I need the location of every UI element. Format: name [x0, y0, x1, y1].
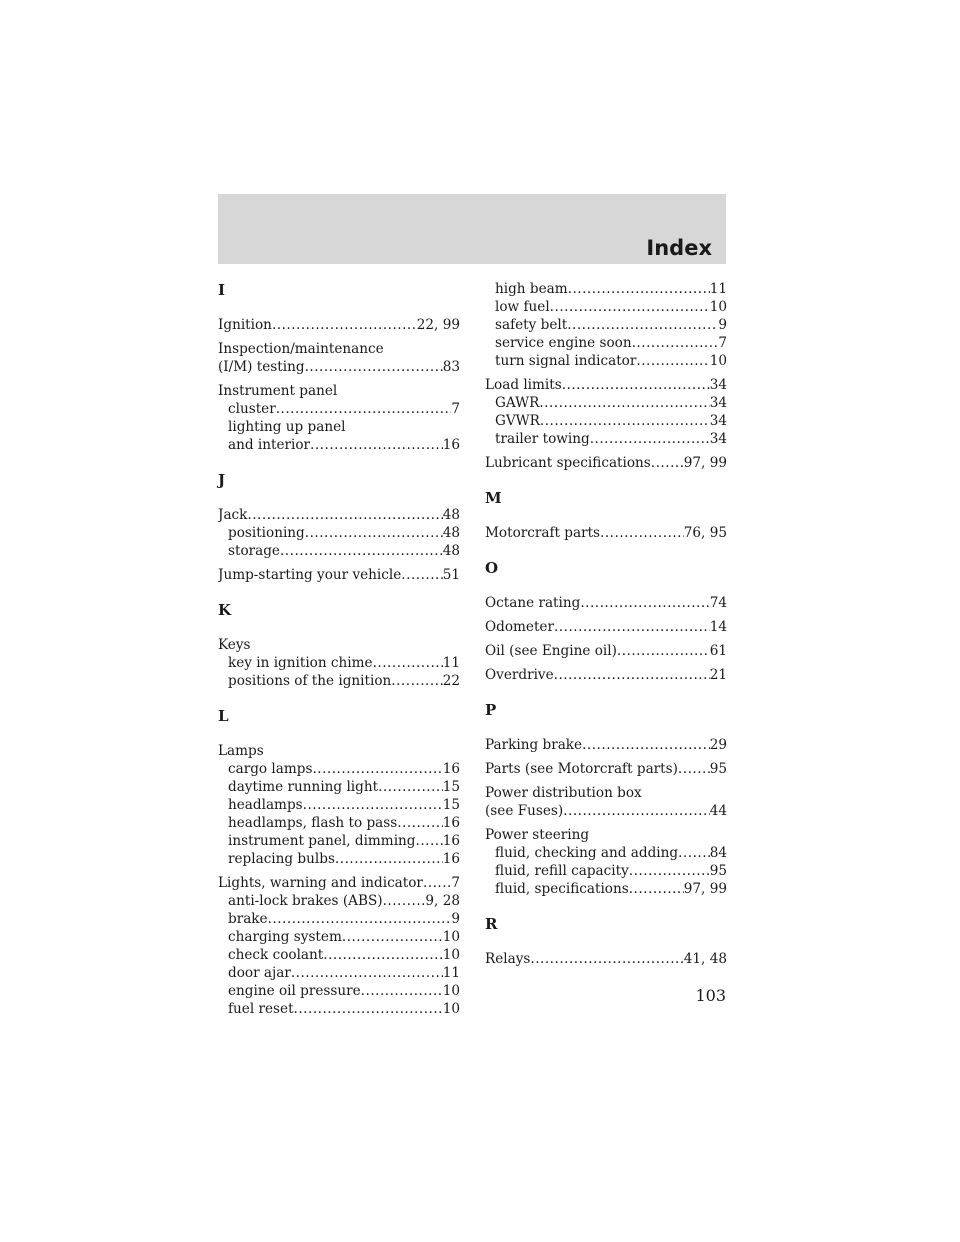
index-subentry [218, 946, 460, 964]
dot-leader [562, 376, 710, 394]
section-title: Index [646, 236, 712, 260]
index-letter-heading: O [485, 559, 499, 577]
dot-leader [335, 850, 443, 868]
index-term-text: storage [228, 543, 280, 559]
index-subentry [218, 524, 460, 542]
index-term [485, 826, 727, 844]
page-reference: 10 [709, 299, 727, 315]
page-reference: 10 [442, 929, 460, 945]
dot-leader [629, 880, 684, 898]
dot-leader [383, 892, 426, 910]
index-subentry [485, 352, 727, 370]
page-reference: 11 [442, 655, 460, 671]
index-term [485, 524, 727, 542]
dot-leader [651, 454, 684, 472]
index-entry [485, 950, 727, 968]
dot-leader [361, 982, 443, 1000]
index-subentry [485, 862, 727, 880]
page-reference: 34 [709, 395, 727, 411]
index-term-text: (see Fuses) [485, 803, 564, 819]
dot-leader [416, 832, 443, 850]
page-reference: 44 [709, 803, 727, 819]
dot-leader [539, 394, 709, 412]
page-reference: 10 [709, 353, 727, 369]
index-subentry [218, 418, 460, 436]
index-term-text: engine oil pressure [228, 983, 361, 999]
dot-leader [305, 524, 443, 542]
index-term-text: charging system [228, 929, 342, 945]
dot-leader [636, 352, 709, 370]
dot-leader [310, 436, 443, 454]
index-term-text: low fuel [495, 299, 550, 315]
index-entry [485, 736, 727, 754]
index-subentry [485, 298, 727, 316]
index-term [485, 760, 727, 778]
index-term [485, 666, 727, 684]
index-entry [485, 524, 727, 542]
dot-leader [303, 796, 443, 814]
index-term-text: turn signal indicator [495, 353, 637, 369]
index-term [218, 566, 460, 584]
index-subentry [218, 1000, 460, 1018]
index-entry [218, 316, 460, 334]
index-subentry [485, 430, 727, 448]
page-reference: 83 [442, 359, 460, 375]
index-entry [485, 784, 727, 820]
index-term-text: GVWR [495, 413, 540, 429]
index-term-text: Jump-starting your vehicle [218, 567, 402, 583]
index-entry [218, 874, 460, 1018]
dot-leader [373, 654, 443, 672]
index-letter-heading: R [485, 915, 498, 933]
index-term-text: fluid, specifications [495, 881, 629, 897]
index-term-text: Load limits [485, 377, 562, 393]
page-reference: 10 [442, 1001, 460, 1017]
index-subentry [218, 778, 460, 796]
index-term-text: brake [228, 911, 268, 927]
index-entry [218, 566, 460, 584]
index-entry [485, 376, 727, 448]
index-term-text: fluid, checking and adding [495, 845, 679, 861]
index-term-text: Octane rating [485, 595, 581, 611]
index-subentry [218, 796, 460, 814]
page-reference: 16 [442, 761, 460, 777]
index-term-text: Inspection/maintenance [218, 341, 384, 357]
page-reference: 9 [451, 911, 460, 927]
index-term-text: service engine soon [495, 335, 632, 351]
index-term-text: fuel reset [228, 1001, 294, 1017]
dot-leader [540, 412, 710, 430]
index-term-text: and interior [228, 437, 311, 453]
index-subentry [218, 928, 460, 946]
page-reference: 22, 99 [416, 317, 460, 333]
page-reference: 7 [718, 335, 727, 351]
index-entry [218, 382, 460, 454]
dot-leader [629, 862, 710, 880]
page-reference: 14 [709, 619, 727, 635]
index-term [485, 642, 727, 660]
index-term-text: positions of the ignition [228, 673, 392, 689]
dot-leader [391, 672, 442, 690]
page-reference: 97, 99 [683, 881, 727, 897]
dot-leader [632, 334, 719, 352]
index-term-text: cluster [228, 401, 276, 417]
dot-leader [530, 950, 683, 968]
index-term [218, 316, 460, 334]
page-reference: 11 [709, 281, 727, 297]
index-entry [485, 760, 727, 778]
index-subentry [485, 844, 727, 862]
page-reference: 48 [442, 543, 460, 559]
index-entry [218, 636, 460, 690]
page-reference: 15 [442, 779, 460, 795]
index-column-right [485, 280, 727, 974]
page-reference: 10 [442, 947, 460, 963]
index-column-left [218, 280, 460, 1024]
dot-leader [268, 910, 452, 928]
page-reference: 29 [709, 737, 727, 753]
index-entry [218, 340, 460, 376]
index-term [485, 618, 727, 636]
dot-leader [312, 760, 442, 778]
page-reference: 61 [709, 643, 727, 659]
index-term-text: headlamps [228, 797, 303, 813]
index-subentry [218, 892, 460, 910]
dot-leader [280, 542, 443, 560]
index-term-text: fluid, refill capacity [495, 863, 629, 879]
index-subentry [218, 814, 460, 832]
dot-leader [272, 316, 417, 334]
index-term-text: Parts (see Motorcraft parts) [485, 761, 678, 777]
index-term [218, 742, 460, 760]
page-reference: 95 [709, 761, 727, 777]
index-subentry [218, 436, 460, 454]
dot-leader [563, 802, 710, 820]
dot-leader [617, 642, 710, 660]
page-reference: 76, 95 [683, 525, 727, 541]
index-entry [485, 454, 727, 472]
index-term-text: Parking brake [485, 737, 583, 753]
index-term-text: Keys [218, 637, 251, 653]
index-term-text: Odometer [485, 619, 554, 635]
index-entry [485, 642, 727, 660]
dot-leader [401, 566, 442, 584]
index-subentry [218, 760, 460, 778]
index-subentry [485, 412, 727, 430]
index-subentry [485, 280, 727, 298]
dot-leader [342, 928, 443, 946]
dot-leader [397, 814, 442, 832]
index-term-text: Lights, warning and indicator [218, 875, 423, 891]
index-subentry [218, 672, 460, 690]
index-term [485, 594, 727, 612]
index-term-text: trailer towing [495, 431, 590, 447]
index-term-text: lighting up panel [228, 419, 346, 435]
index-entry [485, 666, 727, 684]
index-term-text: Power steering [485, 827, 590, 843]
page-reference: 51 [442, 567, 460, 583]
index-subentry [218, 850, 460, 868]
page-reference: 21 [709, 667, 727, 683]
index-letter-heading: P [485, 701, 497, 719]
index-subentry [218, 654, 460, 672]
index-subentry [485, 394, 727, 412]
page-reference: 7 [451, 401, 460, 417]
index-letter-heading: I [218, 281, 226, 299]
page-reference: 16 [442, 437, 460, 453]
index-term-text: Lubricant specifications [485, 455, 651, 471]
index-entry [218, 506, 460, 560]
page-reference: 9, 28 [425, 893, 460, 909]
dot-leader [247, 506, 442, 524]
index-term [218, 506, 460, 524]
page-reference: 34 [709, 413, 727, 429]
dot-leader [323, 946, 442, 964]
index-subentry [485, 334, 727, 352]
dot-leader [378, 778, 443, 796]
index-term-text: replacing bulbs [228, 851, 335, 867]
dot-leader [600, 524, 684, 542]
index-term [218, 874, 460, 892]
index-subentry [218, 982, 460, 1000]
page-reference: 15 [442, 797, 460, 813]
index-term-text: (I/M) testing [218, 359, 305, 375]
index-entry [485, 618, 727, 636]
dot-leader [567, 316, 718, 334]
index-term-text: GAWR [495, 395, 540, 411]
index-term-text: safety belt [495, 317, 568, 333]
page-reference: 11 [442, 965, 460, 981]
page-reference: 95 [709, 863, 727, 879]
section-header [218, 194, 726, 264]
index-term-text: Ignition [218, 317, 272, 333]
index-term-text: door ajar [228, 965, 291, 981]
page-reference: 97, 99 [683, 455, 727, 471]
index-term [485, 454, 727, 472]
page-reference: 22 [442, 673, 460, 689]
index-term-text: Overdrive [485, 667, 554, 683]
page-reference: 34 [709, 377, 727, 393]
index-entry [485, 826, 727, 898]
index-term-text: Relays [485, 951, 531, 967]
index-term-text: key in ignition chime [228, 655, 373, 671]
index-subentry [485, 316, 727, 334]
page-reference: 9 [718, 317, 727, 333]
index-letter-heading: L [218, 707, 229, 725]
index-term-text: Instrument panel [218, 383, 338, 399]
index-subentry [485, 880, 727, 898]
page-reference: 74 [709, 595, 727, 611]
index-letter-heading: K [218, 601, 232, 619]
page-reference: 16 [442, 851, 460, 867]
index-term [485, 802, 727, 820]
page-reference: 16 [442, 833, 460, 849]
index-letter-heading: J [218, 471, 226, 489]
index-term-text: check coolant [228, 947, 324, 963]
index-entry [218, 742, 460, 868]
index-term [485, 376, 727, 394]
index-term [485, 736, 727, 754]
dot-leader [568, 280, 710, 298]
dot-leader [550, 298, 710, 316]
index-term [218, 636, 460, 654]
dot-leader [678, 760, 710, 778]
index-term-text: Motorcraft parts [485, 525, 601, 541]
dot-leader [554, 618, 710, 636]
dot-leader [582, 736, 710, 754]
index-subentry [218, 910, 460, 928]
index-subentry [218, 832, 460, 850]
index-term-text: daytime running light [228, 779, 379, 795]
page-reference: 16 [442, 815, 460, 831]
index-term-text: headlamps, flash to pass [228, 815, 398, 831]
index-term [218, 382, 460, 400]
dot-leader [580, 594, 709, 612]
dot-leader [590, 430, 710, 448]
index-term [485, 950, 727, 968]
index-subentry [218, 400, 460, 418]
index-entry [485, 280, 727, 370]
dot-leader [554, 666, 710, 684]
index-term [218, 340, 460, 358]
index-term-text: Power distribution box [485, 785, 642, 801]
page-reference: 7 [451, 875, 460, 891]
page-reference: 48 [442, 525, 460, 541]
index-term-text: cargo lamps [228, 761, 313, 777]
index-subentry [218, 964, 460, 982]
index-term-text: Jack [218, 507, 248, 523]
index-term [218, 358, 460, 376]
dot-leader [276, 400, 452, 418]
dot-leader [305, 358, 443, 376]
page-reference: 10 [442, 983, 460, 999]
index-term-text: anti-lock brakes (ABS) [228, 893, 383, 909]
index-term-text: Lamps [218, 743, 264, 759]
index-term-text: positioning [228, 525, 305, 541]
page-reference: 34 [709, 431, 727, 447]
index-term-text: high beam [495, 281, 568, 297]
dot-leader [423, 874, 451, 892]
dot-leader [291, 964, 443, 982]
dot-leader [678, 844, 710, 862]
page-reference: 41, 48 [683, 951, 727, 967]
index-term-text: instrument panel, dimming [228, 833, 416, 849]
index-letter-heading: M [485, 489, 502, 507]
index-term-text: Oil (see Engine oil) [485, 643, 617, 659]
page-reference: 48 [442, 507, 460, 523]
index-term [485, 784, 727, 802]
page-reference: 84 [709, 845, 727, 861]
index-entry [485, 594, 727, 612]
dot-leader [294, 1000, 443, 1018]
index-subentry [218, 542, 460, 560]
page-number: 103 [695, 986, 726, 1005]
